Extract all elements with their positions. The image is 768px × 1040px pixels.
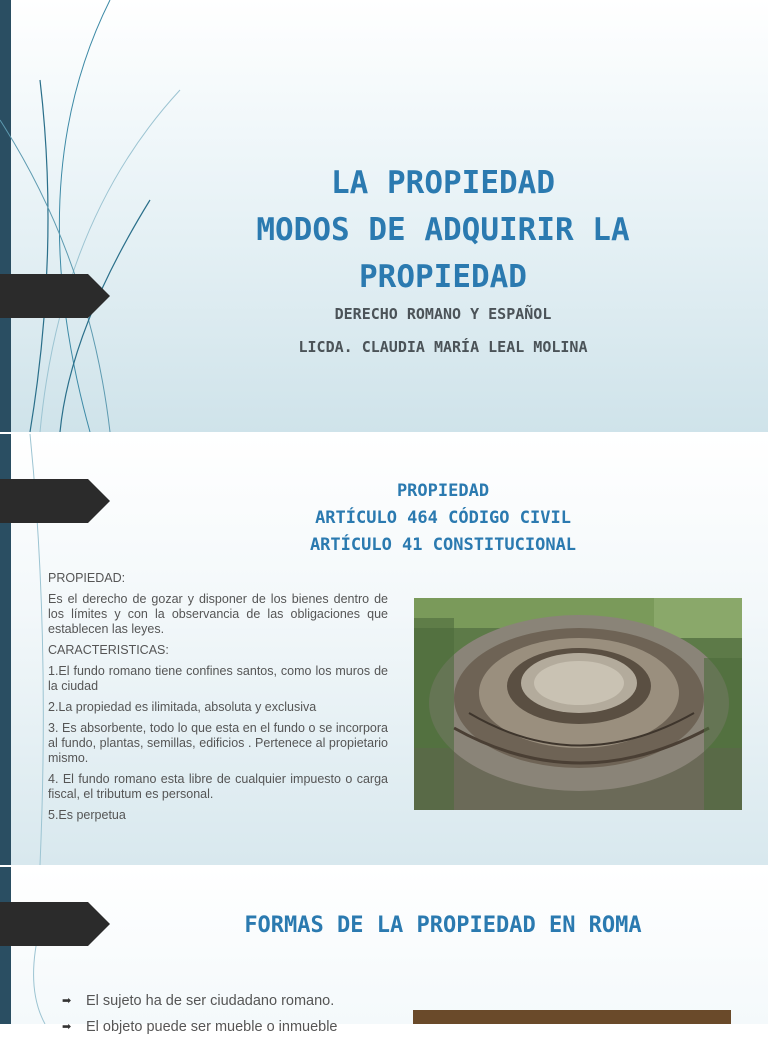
slide2-body xyxy=(48,571,388,829)
slide2-title xyxy=(200,478,686,559)
slide3-photo xyxy=(413,1010,731,1024)
list-item: 4. El fundo romano esta libre de cualquier impuesto o carga fiscal, el tributum es personal. xyxy=(48,772,388,801)
title-line: ARTÍCULO 41 CONSTITUCIONAL xyxy=(309,535,577,555)
arrow-bullet-icon: ➡ xyxy=(62,1021,72,1033)
slide1-subtitle: DERECHO ROMANO Y ESPAÑOL xyxy=(334,305,552,323)
list-item: 2.La propiedad es ilimitada, absoluta y exclusiva xyxy=(48,700,317,714)
list-item: 3. Es absorbente, todo lo que esta en el fundo o se incorpora al fundo, plantas, semillas, edificios . Pertenece al propietario mismo. xyxy=(48,721,388,765)
title-line: PROPIEDAD xyxy=(396,481,490,501)
arrow-bullet-icon: ➡ xyxy=(62,995,72,1007)
definition-text: Es el derecho de gozar y disponer de los bienes dentro de los límites y con la observancia de las obligaciones que establecen las leyes. xyxy=(48,592,388,636)
title-line: MODOS DE ADQUIRIR LA xyxy=(256,212,630,248)
list-item xyxy=(62,1014,402,1040)
slide1-title xyxy=(200,160,686,301)
list-item: 5.Es perpetua xyxy=(48,808,126,822)
decorative-curves xyxy=(0,0,200,432)
label-caracteristicas: CARACTERISTICAS: xyxy=(48,643,169,657)
list-item xyxy=(62,988,402,1014)
slide3-title: FORMAS DE LA PROPIEDAD EN ROMA xyxy=(244,913,642,938)
bullet-text: El sujeto ha de ser ciudadano romano. xyxy=(86,993,335,1009)
title-line: ARTÍCULO 464 CÓDIGO CIVIL xyxy=(315,508,571,528)
slide-marker-tab xyxy=(0,274,110,318)
slide-marker-tab xyxy=(0,479,110,523)
slide1-author: LICDA. CLAUDIA MARÍA LEAL MOLINA xyxy=(298,338,588,356)
label-propiedad: PROPIEDAD: xyxy=(48,571,126,585)
title-line: LA PROPIEDAD xyxy=(331,165,555,201)
slide3-bullets xyxy=(62,988,402,1040)
bullet-text: El objeto puede ser mueble o inmueble xyxy=(86,1019,338,1035)
title-line: PROPIEDAD xyxy=(359,259,527,295)
amphitheater-photo xyxy=(414,598,742,810)
slide-marker-tab xyxy=(0,902,110,946)
list-item: 1.El fundo romano tiene confines santos, como los muros de la ciudad xyxy=(48,664,388,693)
